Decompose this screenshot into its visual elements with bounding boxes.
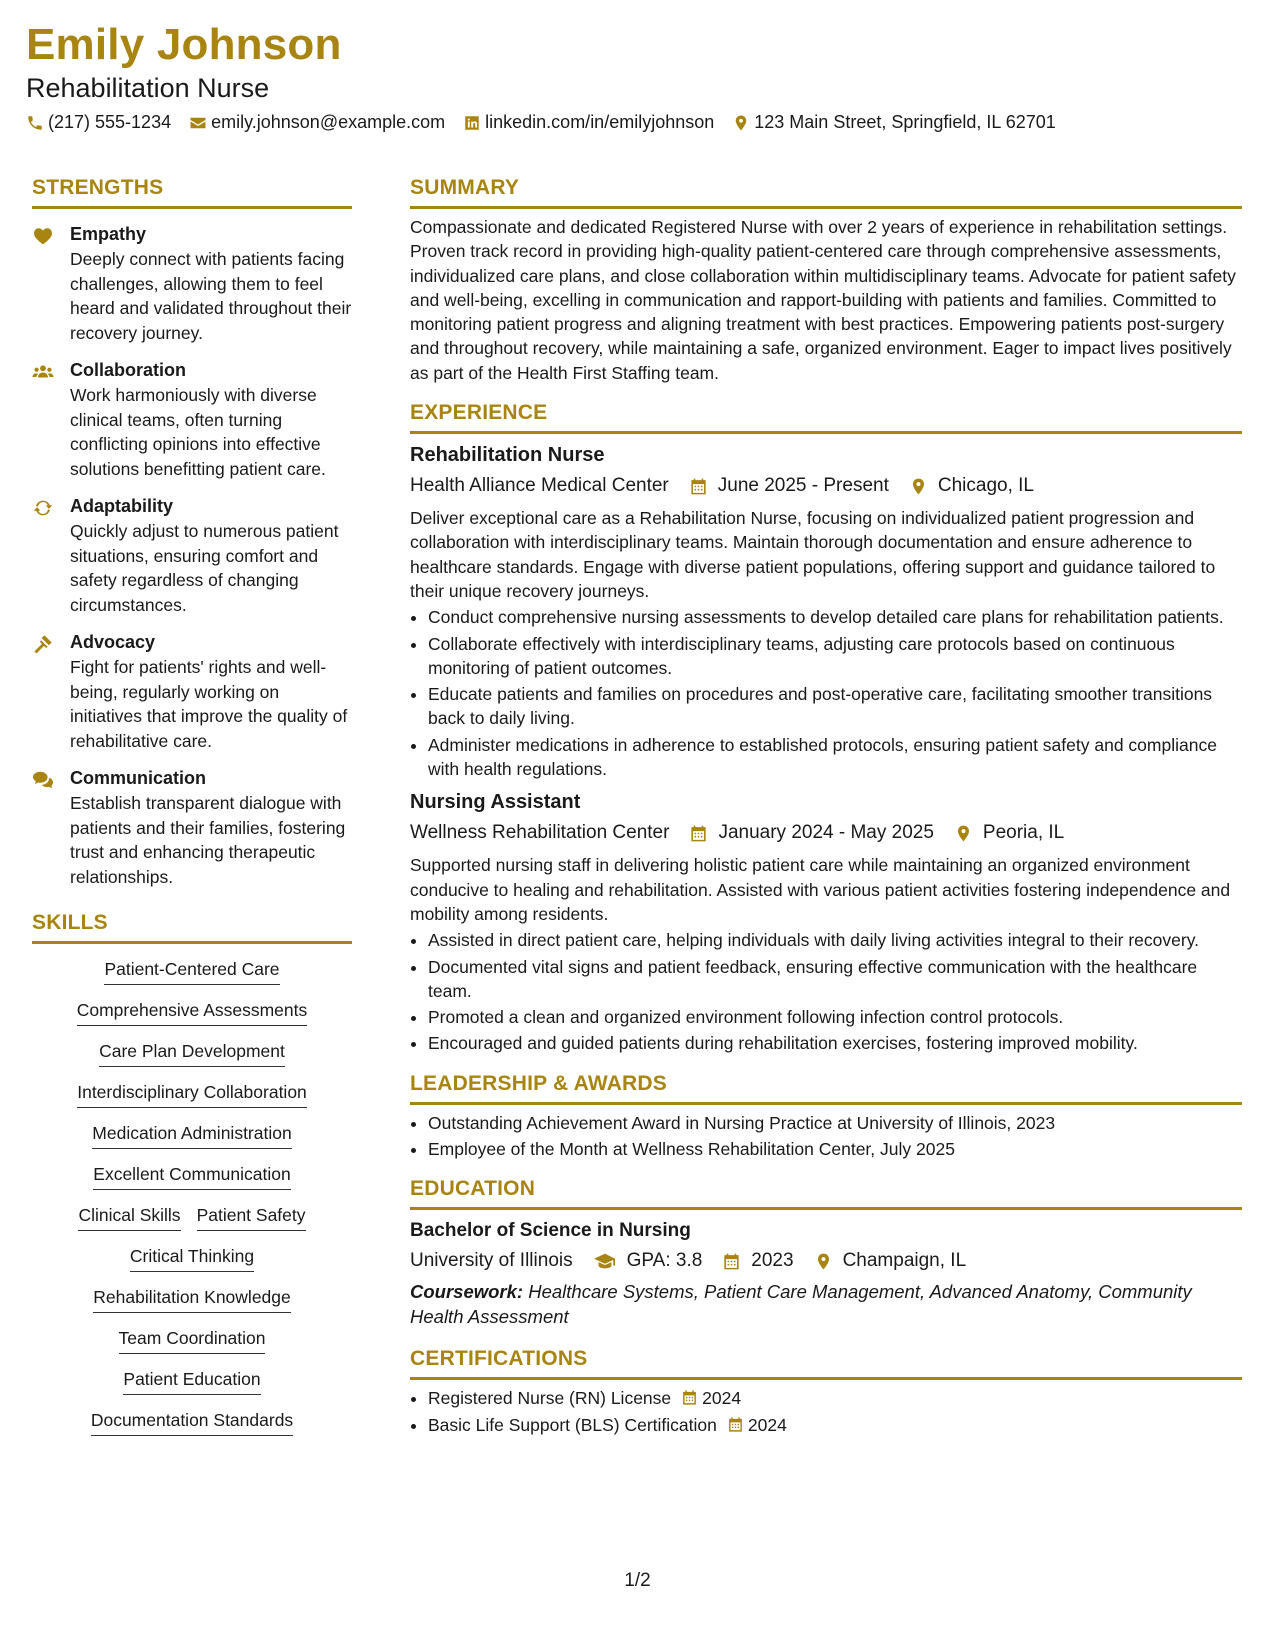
strength-desc: Establish transparent dialogue with patients and their families, fostering trust and enhancing therapeutic relationships.: [70, 793, 346, 887]
calendar-icon: [689, 477, 708, 496]
contact-email[interactable]: [189, 112, 445, 133]
job-company: Wellness Rehabilitation Center: [410, 822, 670, 844]
skill-tag: Excellent Communication: [93, 1162, 290, 1190]
strength-title: Collaboration: [70, 360, 186, 380]
strength-desc: Work harmoniously with diverse clinical teams, often turning conflicting opinions into effective solutions benefitting patient care.: [70, 385, 326, 479]
job-entry: [410, 444, 1242, 781]
coursework: [410, 1280, 1242, 1329]
summary-heading: SUMMARY: [410, 176, 1242, 209]
cert-year: 2024: [747, 1414, 787, 1435]
education-meta: [410, 1250, 1242, 1272]
leadership-heading: LEADERSHIP & AWARDS: [410, 1072, 1242, 1105]
map-marker-icon: [814, 1252, 833, 1271]
certifications-list: [410, 1386, 1242, 1437]
calendar-icon: [689, 824, 708, 843]
skill-tag: Rehabilitation Knowledge: [93, 1285, 291, 1313]
contact-address: [732, 112, 1056, 133]
comments-icon: [32, 769, 54, 791]
skill-tag: Comprehensive Assessments: [77, 998, 308, 1026]
candidate-role: Rehabilitation Nurse: [26, 73, 270, 103]
job-bullets: [410, 928, 1242, 1055]
users-icon: [32, 361, 54, 383]
job-location: Peoria, IL: [982, 822, 1065, 844]
strength-desc: Deeply connect with patients facing challenges, allowing them to feel heard and validated throughout their recovery journey.: [70, 249, 352, 343]
map-marker-icon: [909, 477, 928, 496]
job-description: Supported nursing staff in delivering holistic patient care while maintaining an organized environment conducive to healing and rehabilitation. Assisted with various patient activities fostering independence and mobility among residents.: [410, 855, 1231, 924]
job-title: Nursing Assistant: [410, 791, 581, 814]
calendar-icon: [681, 1389, 698, 1406]
certifications-heading: CERTIFICATIONS: [410, 1347, 1242, 1380]
strength-item: [32, 495, 352, 617]
job-dates: June 2025 - Present: [717, 475, 889, 497]
cert-name: Basic Life Support (BLS) Certification: [428, 1414, 717, 1435]
list-item: • Educate patients and families on procedures and post-operative care, facilitating smoother transitions back to daily living.: [428, 682, 1242, 731]
map-marker-icon: [954, 824, 973, 843]
job-dates: January 2024 - May 2025: [718, 822, 934, 844]
skill-tag: Critical Thinking: [130, 1244, 254, 1272]
graduation-cap-icon: [593, 1250, 617, 1272]
job-meta: [410, 822, 1242, 844]
skill-tag: Clinical Skills: [78, 1203, 180, 1231]
calendar-icon: [722, 1252, 741, 1271]
summary-text: Compassionate and dedicated Registered Nurse with over 2 years of experience in rehabilitation settings. Proven track record in providing high-quality patient-centered care through comprehensive assessments, individualized care plans, and close collaboration within multidisciplinary teams. Advocate for patient safety and well-being, excelling in communication and rapport-building with patients and families. Committed to monitoring patient progress and aligning treatment with best practices. Empowering patients post-surgery and throughout recovery, while maintaining a safe, organized environment. Eager to impact lives positively as part of the Health First Staffing team.: [410, 217, 1236, 383]
list-item: • Promoted a clean and organized environment following infection control protocols.: [428, 1005, 1242, 1029]
school-name: University of Illinois: [410, 1250, 573, 1272]
cert-year: 2024: [702, 1388, 742, 1409]
left-column: [32, 176, 352, 1436]
strength-item: [32, 767, 352, 889]
linkedin-icon: [463, 114, 481, 132]
calendar-icon: [727, 1416, 744, 1433]
strength-item: [32, 223, 352, 345]
strengths-heading: STRENGTHS: [32, 176, 352, 209]
linkedin-text: linkedin.com/in/emilyjohnson: [485, 112, 715, 132]
graduation-year: 2023: [751, 1250, 794, 1272]
map-marker-icon: [732, 114, 750, 132]
job-company: Health Alliance Medical Center: [410, 475, 669, 497]
list-item: [428, 1413, 1242, 1437]
skill-tag: Patient-Centered Care: [104, 957, 279, 985]
coursework-label: Coursework:: [410, 1281, 524, 1303]
strength-item: [32, 631, 352, 753]
skill-tag: Interdisciplinary Collaboration: [77, 1080, 307, 1108]
list-item: • Outstanding Achievement Award in Nursing Practice at University of Illinois, 2023: [428, 1111, 1242, 1135]
school-location: Champaign, IL: [842, 1250, 967, 1272]
phone-icon: [26, 114, 44, 132]
contact-linkedin[interactable]: [463, 112, 714, 133]
job-title: Rehabilitation Nurse: [410, 444, 605, 467]
coursework-list: Healthcare Systems, Patient Care Management, Advanced Anatomy, Community Health Assessment: [410, 1281, 1192, 1327]
degree-title: Bachelor of Science in Nursing: [410, 1220, 691, 1242]
list-item: • Employee of the Month at Wellness Rehabilitation Center, July 2025: [428, 1137, 1242, 1161]
strength-desc: Quickly adjust to numerous patient situations, ensuring comfort and safety regardless of changing circumstances.: [70, 521, 339, 615]
education-heading: EDUCATION: [410, 1177, 1242, 1210]
job-description: Deliver exceptional care as a Rehabilitation Nurse, focusing on individualized patient progression and collaboration with interdisciplinary teams. Maintain thorough documentation and ensure adherence to healthcare standards. Engage with diverse patient populations, offering support and guidance tailored to their unique recovery journeys.: [410, 508, 1216, 601]
right-column: [410, 176, 1242, 1437]
heart-icon: [32, 225, 54, 247]
skill-tag: Patient Education: [123, 1367, 260, 1395]
skill-tag: Documentation Standards: [91, 1408, 293, 1436]
gavel-icon: [32, 633, 54, 655]
strength-item: [32, 359, 352, 481]
skills-heading: SKILLS: [32, 911, 352, 944]
job-bullets: [410, 605, 1242, 781]
address-text: 123 Main Street, Springfield, IL 62701: [754, 112, 1056, 132]
experience-heading: EXPERIENCE: [410, 401, 1242, 434]
skill-tag: Care Plan Development: [99, 1039, 285, 1067]
job-meta: [410, 475, 1242, 497]
sync-icon: [32, 497, 54, 519]
list-item: • Documented vital signs and patient feedback, ensuring effective communication with the healthcare team.: [428, 955, 1242, 1004]
list-item: • Administer medications in adherence to established protocols, ensuring patient safety and compliance with health regulations.: [428, 733, 1242, 782]
job-location: Chicago, IL: [937, 475, 1034, 497]
phone-text: (217) 555-1234: [48, 112, 172, 132]
cert-name: Registered Nurse (RN) License: [428, 1388, 672, 1409]
strength-title: Adaptability: [70, 496, 174, 516]
list-item: • Collaborate effectively with interdisciplinary teams, adjusting care protocols based on continuous monitoring of patient outcomes.: [428, 632, 1242, 681]
list-item: • Conduct comprehensive nursing assessments to develop detailed care plans for rehabilitation patients.: [428, 605, 1242, 629]
list-item: • Encouraged and guided patients during rehabilitation exercises, fostering improved mobility.: [428, 1031, 1242, 1055]
skill-tag: Patient Safety: [197, 1203, 306, 1231]
contact-bar: [26, 112, 1074, 133]
envelope-icon: [189, 114, 207, 132]
skill-tag: Team Coordination: [119, 1326, 266, 1354]
strength-title: Communication: [70, 768, 207, 788]
list-item: • Assisted in direct patient care, helping individuals with daily living activities integral to their recovery.: [428, 928, 1242, 952]
skills-list: [32, 957, 352, 1436]
leadership-list: [410, 1111, 1242, 1162]
job-entry: [410, 791, 1242, 1055]
skill-tag: Medication Administration: [92, 1121, 291, 1149]
strength-title: Advocacy: [70, 632, 156, 652]
page-number: 1/2: [624, 1570, 651, 1591]
email-text: emily.johnson@example.com: [211, 112, 446, 132]
strength-title: Empathy: [70, 224, 147, 244]
contact-phone[interactable]: [26, 112, 171, 133]
gpa: GPA: 3.8: [626, 1250, 703, 1272]
candidate-name: Emily Johnson: [26, 20, 342, 69]
strength-desc: Fight for patients' rights and well-being, regularly working on initiatives that improve the quality of rehabilitative care.: [70, 657, 348, 751]
list-item: [428, 1386, 1242, 1410]
